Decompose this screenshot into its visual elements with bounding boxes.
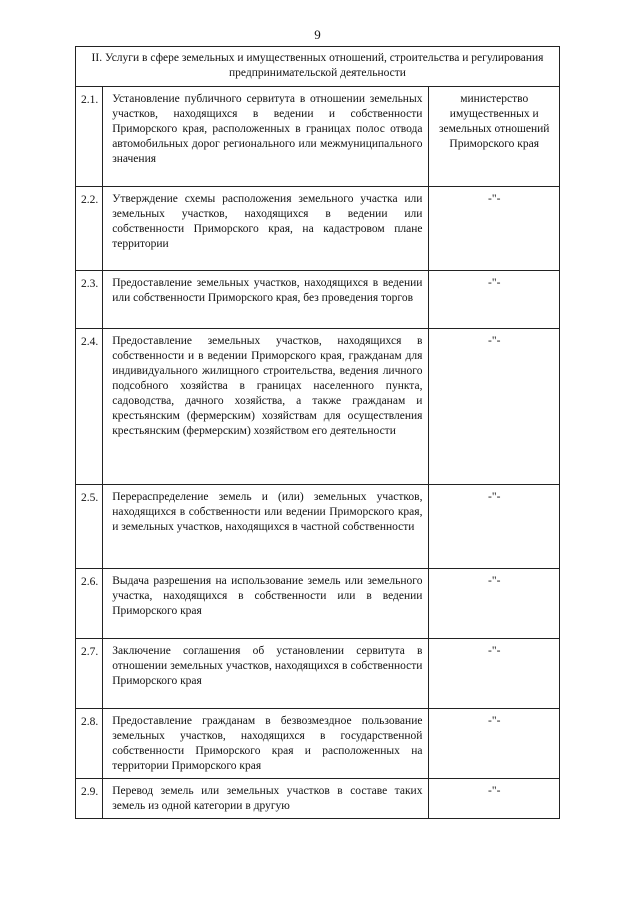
- table-row: [76, 271, 560, 329]
- table-row: [76, 187, 560, 271]
- service-name: Выдача разрешения на использование земель или земельного участка, находящихся в собственности или в ведении Приморского края: [103, 569, 429, 639]
- responsible-body: -"-: [429, 779, 560, 819]
- row-number: 2.3.: [76, 271, 103, 329]
- responsible-body: -"-: [429, 485, 560, 569]
- table-row: [76, 709, 560, 779]
- responsible-body: -"-: [429, 709, 560, 779]
- row-number: 2.7.: [76, 639, 103, 709]
- section-header-row: [76, 47, 560, 87]
- row-number: 2.8.: [76, 709, 103, 779]
- table-row: [76, 485, 560, 569]
- responsible-body: -"-: [429, 187, 560, 271]
- table-row: [76, 329, 560, 485]
- row-number: 2.1.: [76, 87, 103, 187]
- service-name: Заключение соглашения об установлении сервитута в отношении земельных участков, находящихся в собственности Приморского края: [103, 639, 429, 709]
- responsible-body: -"-: [429, 639, 560, 709]
- table-row: [76, 639, 560, 709]
- service-name: Предоставление земельных участков, находящихся в собственности и в ведении Приморского края, гражданам для индивидуального жилищного строительства, ведения личного подсобного хозяйства в границах населенного пункта, садоводства, дачного хозяйства, а также гражданам и крестьянским (фермерским) хозяйствам для осуществления крестьянским (фермерским) хозяйством его деятельности: [103, 329, 429, 485]
- service-name: Утверждение схемы расположения земельного участка или земельных участков, находящихся в ведении или собственности Приморского края, на кадастровом плане территории: [103, 187, 429, 271]
- row-number: 2.6.: [76, 569, 103, 639]
- row-number: 2.9.: [76, 779, 103, 819]
- page-number: 9: [314, 27, 321, 42]
- services-table: [75, 46, 560, 819]
- section-title: II. Услуги в сфере земельных и имущественных отношений, строительства и регулирования предпринимательской деятельности: [76, 47, 560, 87]
- responsible-body: министерство имущественных и земельных отношений Приморского края: [429, 87, 560, 187]
- row-number: 2.2.: [76, 187, 103, 271]
- service-name: Предоставление гражданам в безвозмездное пользование земельных участков, находящихся в государственной собственности Приморского края и расположенных на территории Приморского края: [103, 709, 429, 779]
- responsible-body: -"-: [429, 271, 560, 329]
- responsible-body: -"-: [429, 569, 560, 639]
- table-row: [76, 87, 560, 187]
- service-name: Установление публичного сервитута в отношении земельных участков, находящихся в ведении и собственности Приморского края, расположенных в границах полос отвода автомобильных дорог регионального или межмуниципального значения: [103, 87, 429, 187]
- table-row: [76, 779, 560, 819]
- service-name: Предоставление земельных участков, находящихся в ведении или собственности Приморского края, без проведения торгов: [103, 271, 429, 329]
- service-name: Перевод земель или земельных участков в составе таких земель из одной категории в другую: [103, 779, 429, 819]
- service-name: Перераспределение земель и (или) земельных участков, находящихся в собственности или ведении Приморского края, и земельных участков, находящихся в частной собственности: [103, 485, 429, 569]
- table-row: [76, 569, 560, 639]
- row-number: 2.5.: [76, 485, 103, 569]
- responsible-body: -"-: [429, 329, 560, 485]
- row-number: 2.4.: [76, 329, 103, 485]
